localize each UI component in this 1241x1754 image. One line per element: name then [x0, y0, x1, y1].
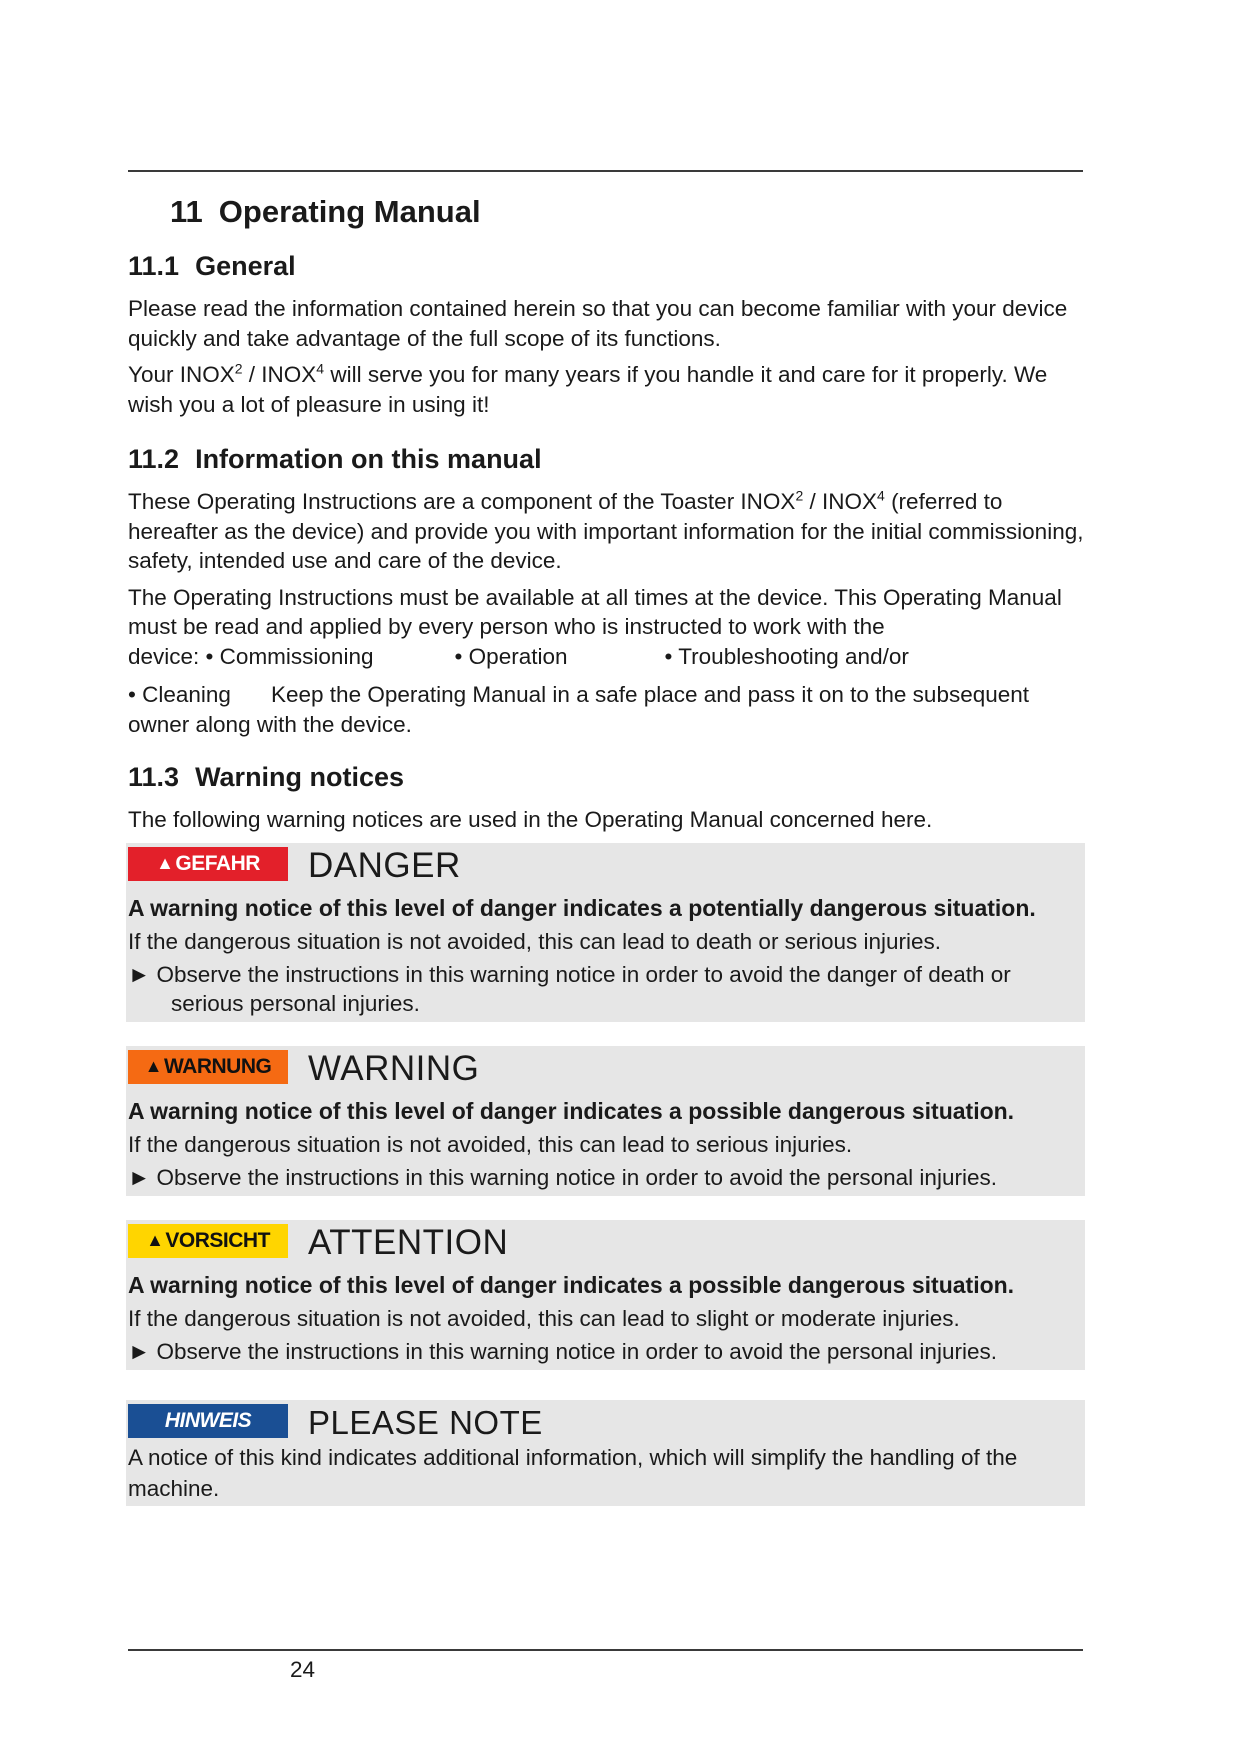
section-11-1-heading: 11.1 General [128, 251, 296, 281]
general-paragraph-2: Your INOX$^2$ / INOX$^4$ will serve you for many years if you handle it and care for it properly. We wish you a lot of pleasure in using it! [128, 360, 1048, 417]
warning-intro: The following warning notices are used in the Operating Manual concerned here. [128, 807, 933, 832]
gefahr-badge: ▲ GEFAHR [128, 847, 288, 881]
usage-list: device: • Commissioning • Operation • Troubleshooting and/or [128, 642, 1088, 672]
attention-text: If the dangerous situation is not avoided, this can lead to slight or moderate injuries. [128, 1305, 960, 1331]
list-item-troubleshooting: • Troubleshooting and/or [664, 643, 909, 669]
note-title: PLEASE NOTE [308, 1403, 543, 1441]
danger-title: DANGER [308, 845, 461, 885]
danger-action: ► Observe the instructions in this warning notice in order to avoid the danger of death or [128, 961, 1011, 987]
header-rule [128, 170, 1083, 172]
note-notice [126, 1400, 1085, 1506]
vorsicht-badge: ▲ VORSICHT [128, 1224, 288, 1258]
warning-triangle-icon: ▲ [146, 1230, 164, 1250]
danger-notice [126, 843, 1085, 1022]
info-paragraph-3: • Cleaning Keep the Operating Manual in a safe place and pass it on to the subsequent owner along with the device. [128, 682, 1030, 737]
section-11-2-heading: 11.2 Information on this manual [128, 444, 542, 474]
warning-triangle-icon: ▲ [156, 853, 174, 873]
warning-action: ► Observe the instructions in this warning notice in order to avoid the personal injuries. [128, 1164, 997, 1190]
general-paragraph-1: Please read the information contained herein so that you can become familiar with your device quickly and take advantage of the full scope of its functions. [128, 296, 1068, 351]
warning-triangle-icon: ▲ [144, 1056, 162, 1076]
warning-notice [126, 1046, 1085, 1196]
attention-action: ► Observe the instructions in this warning notice in order to avoid the personal injuries. [128, 1338, 997, 1364]
danger-text: If the dangerous situation is not avoided, this can lead to death or serious injuries. [128, 928, 941, 954]
note-text: A notice of this kind indicates additional information, which will simplify the handling of the machine. [128, 1444, 1018, 1501]
danger-bold-text: A warning notice of this level of danger indicates a potentially dangerous situation. [128, 894, 1036, 921]
attention-notice [126, 1220, 1085, 1370]
attention-bold-text: A warning notice of this level of danger indicates a possible dangerous situation. [128, 1271, 1015, 1298]
warning-text: If the dangerous situation is not avoided, this can lead to serious injuries. [128, 1131, 853, 1157]
warnung-badge: ▲ WARNUNG [128, 1050, 288, 1084]
danger-action-continued: serious personal injuries. [171, 990, 420, 1016]
section-11-3-heading: 11.3 Warning notices [128, 762, 405, 792]
page-number: 24 [290, 1657, 316, 1682]
list-item-operation: • Operation [454, 643, 568, 669]
warning-title: WARNING [308, 1048, 480, 1088]
list-item-commissioning: • Commissioning [205, 643, 374, 669]
page-content [128, 190, 1088, 1506]
info-paragraph-1: These Operating Instructions are a component of the Toaster INOX$^2$ / INOX$^4$ (referred to hereafter as the device) and provide you with important information for the initial commissioning, safety, intended use and care of the device. [128, 487, 1084, 573]
attention-title: ATTENTION [308, 1222, 509, 1262]
hinweis-badge: HINWEIS [128, 1404, 288, 1438]
list-item-cleaning: • Cleaning [128, 682, 231, 707]
warning-bold-text: A warning notice of this level of danger indicates a possible dangerous situation. [128, 1097, 1015, 1124]
chapter-title: 11 Operating Manual [170, 194, 481, 229]
footer-rule [128, 1649, 1083, 1651]
info-paragraph-2: The Operating Instructions must be available at all times at the device. This Operating Manual must be read and applied by every person who is instructed to work with the [128, 584, 1062, 639]
